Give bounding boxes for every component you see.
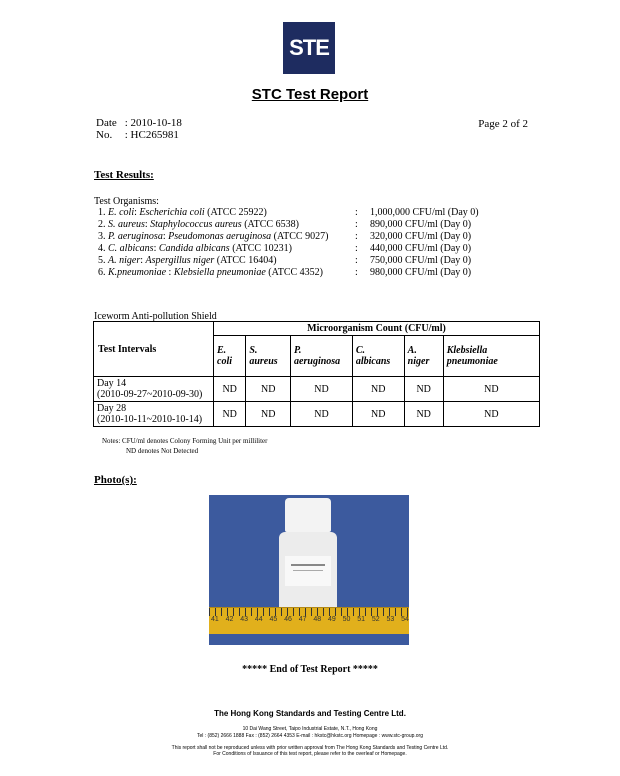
organism-count: 320,000 CFU/ml (Day 0): [370, 231, 472, 242]
organism-scientific-name: Aspergillus niger: [145, 255, 215, 266]
ruler-number: 49: [328, 616, 336, 623]
organism-abbr: A. niger: [108, 255, 141, 266]
table-row: [94, 377, 540, 402]
organism-atcc: (ATCC 4352): [268, 267, 323, 278]
count-cell: ND: [214, 402, 246, 427]
ruler-number: 42: [225, 616, 234, 623]
organism-number: 3.: [98, 231, 108, 242]
report-number: [96, 129, 179, 141]
organism-atcc: (ATCC 9027): [273, 231, 329, 242]
interval-day: Day 14: [97, 378, 127, 389]
end-of-report: ***** End of Test Report *****: [242, 664, 378, 675]
ruler-number: 48: [313, 616, 322, 623]
ruler-number: 46: [284, 616, 292, 623]
count-cell: ND: [352, 377, 404, 402]
organism-abbr: S. aureus: [108, 219, 145, 230]
organism-name: 4. C. albicans: Candida albicans (ATCC 10231): [98, 243, 292, 254]
results-table: [93, 321, 540, 427]
test-intervals-header: Test Intervals: [94, 322, 214, 377]
table-row: [94, 402, 540, 427]
microorganism-count-header: Microorganism Count (CFU/ml): [214, 322, 540, 336]
ruler-number: 53: [386, 616, 395, 623]
organism-count: 440,000 CFU/ml (Day 0): [370, 243, 472, 254]
organism-atcc: (ATCC 16404): [216, 255, 277, 266]
organism-name: 1. E. coli: Escherichia coli (ATCC 25922): [98, 207, 267, 218]
organism-atcc: (ATCC 6538): [244, 219, 299, 230]
organism-colon: :: [355, 243, 358, 254]
organism-colon: :: [355, 219, 358, 230]
report-title: STC Test Report: [251, 86, 369, 103]
organism-colon: :: [355, 207, 358, 218]
organism-abbr: P. aeruginosa: [108, 231, 163, 242]
ruler-number: 43: [240, 616, 249, 623]
column-header: A. niger: [404, 336, 443, 377]
footer-contact: Tel : (852) 2666 1888 Fax : (852) 2664 4353 E-mail : hkstc@hkstc.org Homepage : www.stc-group.org: [196, 733, 424, 739]
organism-abbr: C. albicans: [108, 243, 154, 254]
interval-day: Day 28: [97, 403, 127, 414]
organism-abbr: E. coli: [108, 207, 135, 218]
sample-name: Iceworm Anti-pollution Shield: [94, 311, 217, 322]
bottle-image: [279, 498, 337, 610]
organism-count: 1,000,000 CFU/ml (Day 0): [370, 207, 479, 218]
interval-cell: [94, 402, 214, 427]
note-cfu: Notes: CFU/ml denotes Colony Forming Unit per milliliter: [102, 437, 268, 445]
count-cell: ND: [443, 377, 539, 402]
test-organisms-title: Test Organisms:: [94, 196, 159, 207]
organism-row: [98, 207, 479, 219]
column-header: Klebsiella pneumoniae: [443, 336, 539, 377]
report-date: [96, 117, 182, 129]
ruler-number: 47: [298, 616, 307, 623]
page-indicator: Page 2 of 2: [478, 118, 528, 130]
organism-name: 6. K.pneumoniae : Klebsiella pneumoniae (ATCC 4352): [98, 267, 323, 278]
photos-heading: Photo(s):: [94, 474, 137, 486]
organism-row: [98, 243, 479, 255]
ruler-image: [209, 607, 409, 634]
ruler-number: 54: [401, 616, 409, 623]
sample-photo: [209, 495, 409, 645]
organism-abbr: K.pneumoniae: [108, 267, 167, 278]
count-cell: ND: [291, 402, 353, 427]
organism-row: [98, 219, 479, 231]
organism-list: [98, 207, 479, 279]
organism-scientific-name: Klebsiella pneumoniae: [173, 267, 266, 278]
organism-name: 3. P. aeruginosa: Pseudomonas aeruginosa (ATCC 9027): [98, 231, 329, 242]
test-results-heading: Test Results:: [94, 169, 154, 181]
number-label: No.: [96, 129, 113, 141]
organism-row: [98, 231, 479, 243]
organism-count: 980,000 CFU/ml (Day 0): [370, 267, 472, 278]
organism-scientific-name: Escherichia coli: [139, 207, 205, 218]
footer-address: 10 Dai Wang Street, Taipo Industrial Estate, N.T., Hong Kong: [242, 726, 378, 732]
organism-row: [98, 267, 479, 279]
organism-atcc: (ATCC 25922): [207, 207, 267, 218]
organism-number: 5.: [98, 255, 108, 266]
column-header: E. coli: [214, 336, 246, 377]
date-value: : 2010-10-18: [124, 117, 182, 129]
ruler-number: 41: [211, 616, 219, 623]
count-cell: ND: [443, 402, 539, 427]
footer-company: The Hong Kong Standards and Testing Centre Ltd.: [214, 709, 406, 718]
ruler-number: 44: [254, 616, 263, 623]
organism-scientific-name: Candida albicans: [158, 243, 230, 254]
organism-number: 4.: [98, 243, 108, 254]
date-label: Date: [96, 117, 117, 129]
column-header: C. albicans: [352, 336, 404, 377]
ruler-number: 45: [269, 616, 278, 623]
interval-range: (2010-09-27~2010-09-30): [97, 389, 203, 400]
organism-count: 750,000 CFU/ml (Day 0): [370, 255, 472, 266]
organism-colon: :: [355, 255, 358, 266]
column-header: S. aureus: [246, 336, 291, 377]
organism-scientific-name: Staphylococcus aureus: [150, 219, 242, 230]
count-cell: ND: [246, 377, 291, 402]
count-cell: ND: [352, 402, 404, 427]
interval-range: (2010-10-11~2010-10-14): [97, 414, 203, 425]
ruler-number: 52: [371, 616, 380, 623]
organism-number: 1.: [98, 207, 108, 218]
organism-count: 890,000 CFU/ml (Day 0): [370, 219, 472, 230]
organism-scientific-name: Pseudomonas aeruginosa: [168, 231, 272, 242]
footer-disclaimer: This report shall not be reproduced unless with prior written approval from The Hong Kong Standards and Testing Centre Ltd.: [171, 745, 449, 751]
count-cell: ND: [214, 377, 246, 402]
note-nd: ND denotes Not Detected: [126, 447, 199, 455]
ruler-number: 51: [357, 616, 366, 623]
count-cell: ND: [404, 377, 443, 402]
number-value: : HC265981: [124, 129, 179, 141]
organism-row: [98, 255, 479, 267]
count-cell: ND: [404, 402, 443, 427]
organism-name: 2. S. aureus: Staphylococcus aureus (ATCC 6538): [98, 219, 299, 230]
ruler-number: 50: [342, 616, 351, 623]
company-logo: STE: [283, 22, 335, 74]
count-cell: ND: [291, 377, 353, 402]
column-header: P. aeruginosa: [291, 336, 353, 377]
organism-colon: :: [355, 267, 358, 278]
organism-number: 2.: [98, 219, 108, 230]
organism-name: 5. A. niger: Aspergillus niger (ATCC 16404): [98, 255, 277, 266]
organism-atcc: (ATCC 10231): [232, 243, 292, 254]
interval-cell: [94, 377, 214, 402]
organism-number: 6.: [98, 267, 108, 278]
organism-colon: :: [355, 231, 358, 242]
table-notes: [102, 436, 267, 456]
footer-conditions: For Conditions of Issuance of this test report, please refer to the overleaf or Homepage.: [213, 751, 407, 757]
count-cell: ND: [246, 402, 291, 427]
